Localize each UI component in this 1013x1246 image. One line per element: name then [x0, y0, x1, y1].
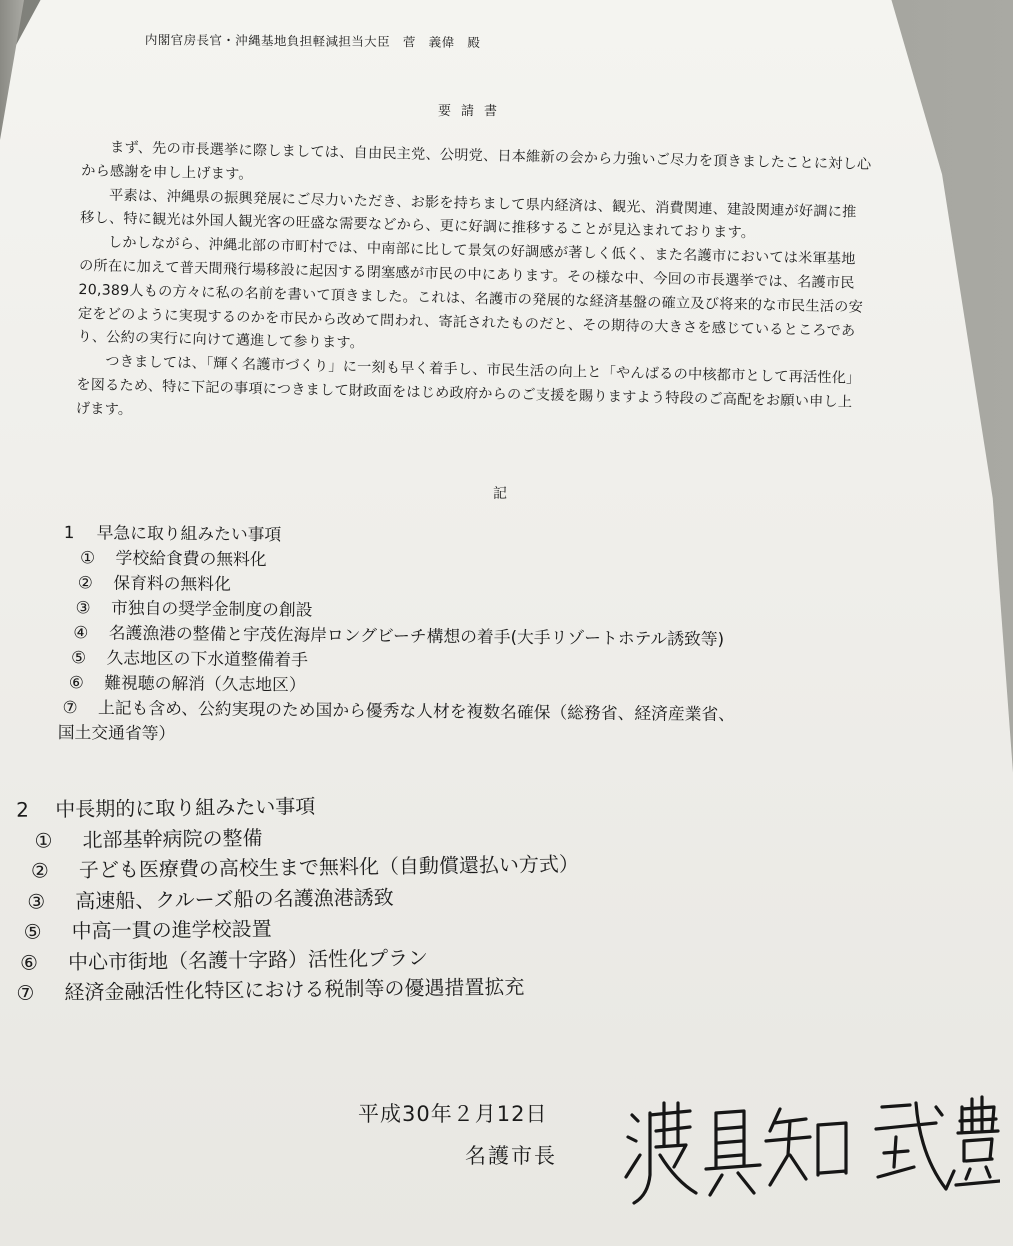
item-text: 保育料の無料化	[113, 572, 231, 594]
paragraph: つきましては、「輝く名護市づくり」に一刻も早く着手し、市民生活の向上と「やんばるの中核都市として再活性化」を図るため、特に下記の事項につきまして財政面をはじめ政府からのご支援を賜りますよう特段のご高配をお願い申し上げます。	[75, 353, 861, 418]
item-text-continued: 国土交通省等）	[57, 722, 176, 744]
item-text: 経済金融活性化特区における税制等の優遇措置拡充	[64, 974, 525, 1005]
document-title: 要請書	[438, 104, 508, 119]
item-number: ①	[79, 547, 96, 568]
item-number: ⑥	[68, 672, 84, 693]
item-number: ①	[34, 827, 53, 853]
item-number: ⑥	[19, 950, 39, 975]
item-number: ③	[27, 888, 46, 914]
item-number: ⑦	[16, 980, 35, 1005]
request-body	[76, 136, 872, 439]
section-urgent-items	[56, 520, 988, 755]
item-text: 北部基幹病院の整備	[82, 825, 263, 852]
item-text: 高速船、クルーズ船の名護漁港誘致	[75, 884, 394, 913]
item-text: 中心市街地（名護十字路）活性化プラン	[67, 945, 429, 974]
item-text: 中高一貫の進学校設置	[71, 916, 272, 944]
item-text: 市独自の奨学金制度の創設	[110, 597, 313, 620]
section-title: 中長期的に取り組みたい事項	[55, 794, 316, 822]
paragraph: しかしながら、沖縄北部の市町村では、中南部に比して景気の好調感が著しく低く、また名護市においては米軍基地の所在に加えて普天間飛行場移設に起因する閉塞感が市民の中にあります。その様な中、今回の市長選挙では、名護市民20,389人もの方々に私の名前を書いて頂きました。これは、名護市の発展的な経済基盤の確立及び将来的な市民生活の安定をどのように実現するのかを市民から改めて問われ、寄託されたものだと、その期待の大きさを感じているところであり、公約の実行に向けて邁進して参ります。	[77, 234, 864, 352]
section-number: 1	[63, 522, 75, 543]
section-number: 2	[16, 797, 30, 822]
item-text: 名護漁港の整備と宇茂佐海岸ロングビーチ構想の着手(大手リゾートホテル誘致等)	[108, 622, 725, 649]
item-number: ②	[77, 572, 93, 593]
item-text: 上記も含め、公約実現のため国から優秀な人材を複数名確保（総務省、経済産業省、	[97, 697, 736, 725]
ki-marker: 記	[493, 486, 507, 502]
item-number: ⑦	[62, 697, 78, 718]
item-number: ③	[75, 597, 91, 618]
item-text: 久志地区の下水道整備着手	[106, 647, 309, 670]
item-number: ④	[73, 622, 89, 643]
section-title: 早急に取り組みたい事項	[96, 522, 282, 545]
section-longterm-items	[0, 786, 763, 1009]
item-number: ②	[30, 858, 50, 883]
handwritten-signature	[620, 1085, 1000, 1215]
addressee-line: 内閣官房長官・沖縄基地負担軽減担当大臣 菅 義偉 殿	[144, 31, 481, 50]
item-text: 学校給食費の無料化	[115, 547, 267, 570]
item-text: 子ども医療費の高校生まで無料化（自動償還払い方式）	[78, 851, 580, 883]
item-number: ⑤	[23, 919, 42, 944]
paragraph: 平素は、沖縄県の振興発展にご尽力いただき、お影を持ちまして県内経済は、観光、消費関連、建設関連が好調に推移し、特に観光は外国人観光客の旺盛な需要などから、更に好調に推移することが見込まれております。	[79, 187, 857, 242]
signer-title: 名護市長	[465, 1144, 557, 1168]
item-text: 難視聴の解消（久志地区）	[104, 672, 306, 695]
paragraph: まず、先の市長選挙に際しましては、自由民主党、公明党、日本維新の会から力強いご尽力を頂きましたことに対し心から感謝を申し上げます。	[81, 139, 872, 183]
item-number: ⑤	[70, 647, 87, 668]
document-date: 平成30年２月12日	[358, 1102, 548, 1126]
